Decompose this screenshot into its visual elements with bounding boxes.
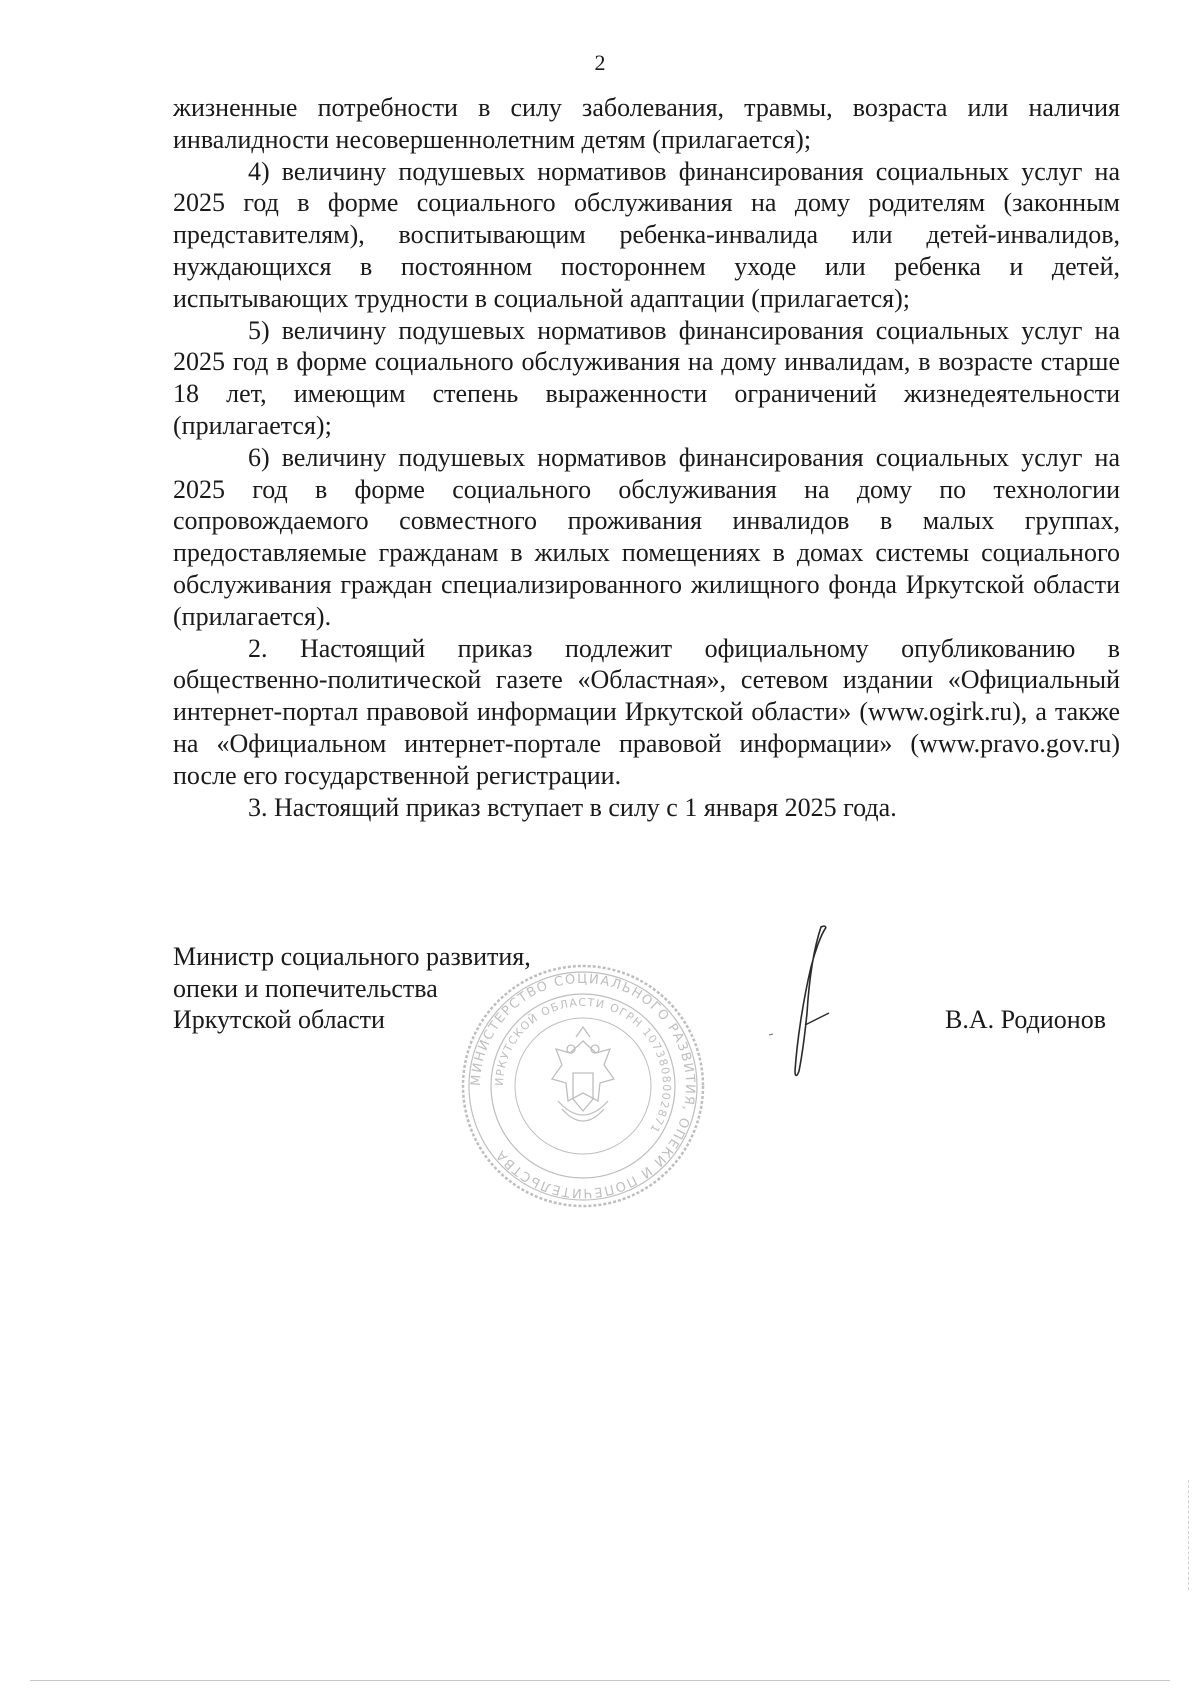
signer-name: В.А. Родионов [944,1005,1106,1034]
paragraph-item-5: 5) величину подушевых нормативов финансирования социальных услуг на 2025 год в форме социального обслуживания на дому инвалидам, в возрасте старше 18 лет, имеющим степень выраженности ограничений жизнедеятельности (прилагается); [173,315,1120,440]
signer-position-line-2: опеки и попечительства [173,973,438,1003]
signer-position-line-1: Министр социального развития, [173,942,531,971]
paragraph-item-4: 4) величину подушевых нормативов финансирования социальных услуг на 2025 год в форме социального обслуживания на дому родителям (законным представителям), воспитывающим ребенка-инвалида или детей-инвалидов, нуждающихся в постоянном постороннем уходе или ребенка и детей, испытывающих трудности в социальной адаптации (прилагается); [173,156,1120,313]
signature-block [173,941,1120,1201]
paragraph-item-6: 6) величину подушевых нормативов финансирования социальных услуг на 2025 год в форме социального обслуживания на дому по технологии сопровождаемого совместного проживания инвалидов в малых группах, предоставляемые гражданам в жилых помещениях в домах системы социального обслуживания граждан специализированного жилищного фонда Иркутской области (прилагается). [173,442,1120,631]
handwritten-signature-icon [763,921,863,1081]
scan-edge-mark [1188,1480,1189,1590]
scan-bottom-edge [30,1680,1170,1681]
official-seal-stamp [458,961,708,1211]
stamp-outer-text: МИНИСТЕРСТВО СОЦИАЛЬНОГО РАЗВИТИЯ, ОПЕКИ И ПОПЕЧИТЕЛЬСТВА [468,971,698,1201]
signer-position-line-3: Иркутской области [173,1005,385,1034]
document-body [173,92,1120,823]
stamp-inner-text: ИРКУТСКОЙ ОБЛАСТИ ОГРН 1073808002871 [492,995,674,1136]
page-number: 2 [594,50,606,75]
paragraph-effective-date: 3. Настоящий приказ вступает в силу с 1 января 2025 года. [248,792,897,822]
paragraph-publication: 2. Настоящий приказ подлежит официальному опубликованию в общественно-политической газете «Областная», сетевом издании «Официальный интернет-портал правовой информации Иркутской области» (www.ogirk.ru), а также на «Официальном интернет-портале правовой информации» (www.pravo.gov.ru) после его государственной регистрации. [173,633,1120,790]
paragraph-continuation: жизненные потребности в силу заболевания, травмы, возраста или наличия инвалидности несовершеннолетним детям (прилагается); [173,93,1120,154]
coat-of-arms-icon [552,1027,614,1121]
